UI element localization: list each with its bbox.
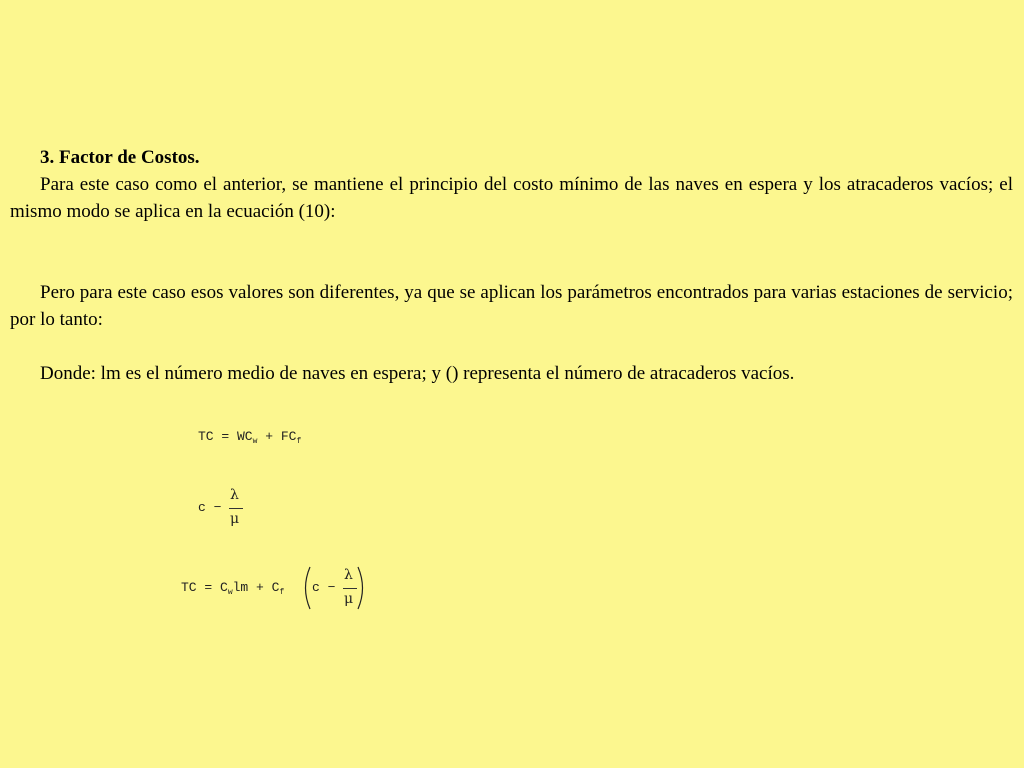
paragraph-params: Pero para este caso esos valores son diferentes, ya que se aplican los parámetros encontrados para varias estaciones de servicio; por lo tanto: bbox=[10, 282, 1013, 330]
spacer bbox=[10, 252, 1013, 279]
subscript-f: f bbox=[279, 588, 285, 597]
formula-text: TC = C bbox=[181, 580, 228, 595]
formula-text: TC = WC bbox=[198, 429, 253, 444]
formula-total-cost bbox=[198, 429, 301, 446]
mu-symbol: μ bbox=[230, 511, 240, 527]
formula-text bbox=[181, 580, 284, 597]
formula-text: lm + C bbox=[232, 580, 280, 595]
paragraph-intro: Para este caso como el anterior, se mantiene el principio del costo mínimo de las naves en espera y los atracaderos vacíos; el mismo modo se aplica en la ecuación (10): bbox=[10, 174, 1013, 222]
fraction-bar bbox=[229, 508, 243, 509]
document-body bbox=[10, 144, 1013, 387]
mu-symbol: μ bbox=[344, 591, 354, 607]
paragraph-definition: Donde: lm es el número medio de naves en espera; y () representa el número de atracaderos vacíos. bbox=[40, 363, 795, 384]
formula-text: c − bbox=[312, 580, 336, 595]
lambda-symbol: λ bbox=[230, 487, 239, 503]
left-paren-icon bbox=[300, 566, 312, 610]
spacer bbox=[10, 333, 1013, 360]
formula-text: + FC bbox=[257, 429, 297, 444]
subscript-w: w bbox=[227, 588, 233, 597]
subscript-w: w bbox=[252, 437, 258, 446]
subscript-f: f bbox=[296, 437, 302, 446]
lambda-symbol: λ bbox=[344, 567, 353, 583]
section-heading: 3. Factor de Costos. bbox=[40, 147, 200, 168]
spacer bbox=[10, 225, 1013, 252]
right-paren-icon bbox=[356, 566, 368, 610]
formula-text: c − bbox=[198, 500, 222, 515]
fraction-bar bbox=[343, 588, 357, 589]
